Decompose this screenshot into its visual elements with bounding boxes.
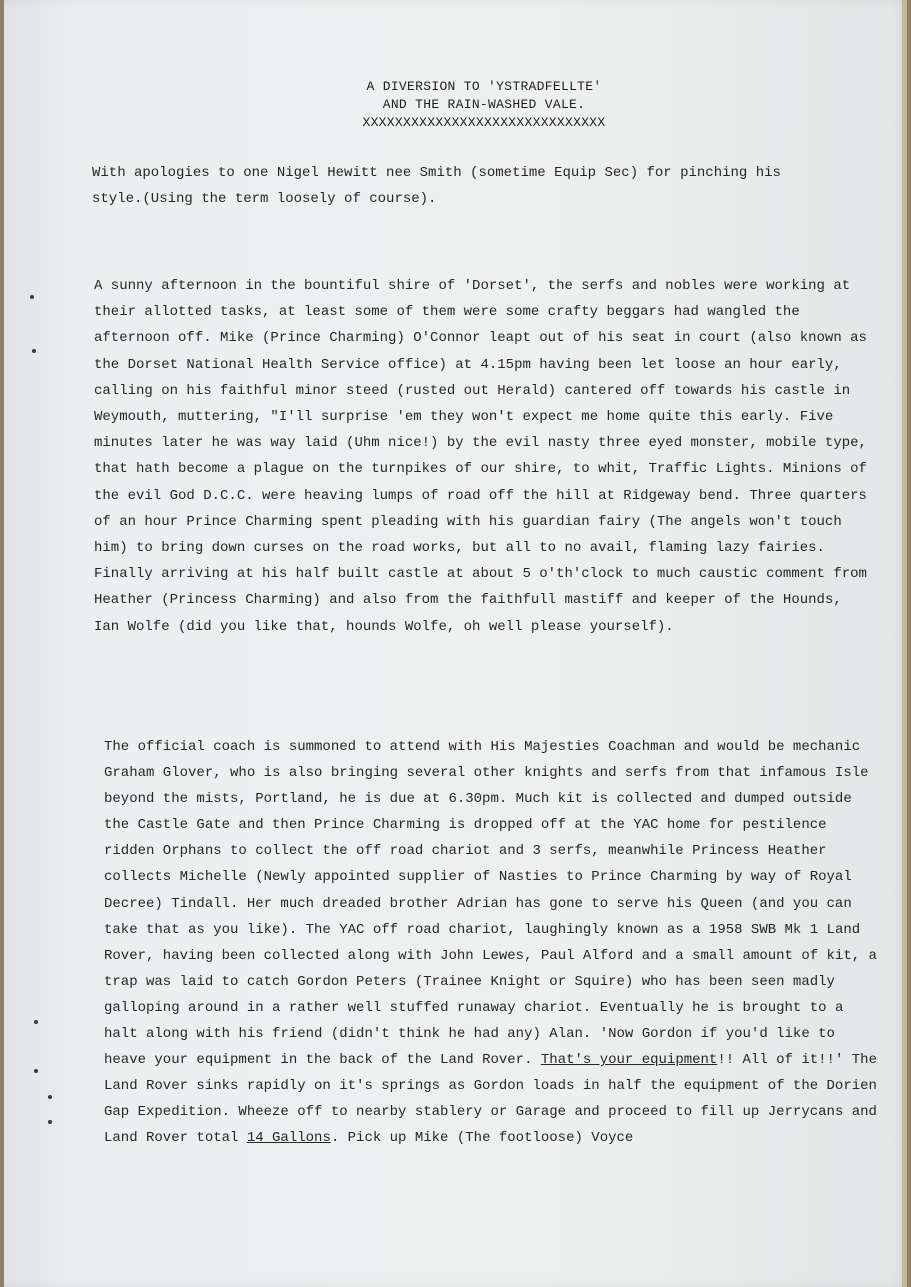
document-title xyxy=(264,78,704,132)
text-line: that infamous Isle beyond the mists, Portland, he is due at 6.30pm. Much kit is xyxy=(104,765,869,808)
punch-hole-mark xyxy=(30,295,34,299)
text-line: road chariot, laughingly known as a 1958 SWB Mk 1 Land Rover, having been collected xyxy=(104,921,861,964)
paragraph-1 xyxy=(94,273,874,640)
text-line: The Land Rover sinks rapidly on it's springs as Gordon loads in half the equipment xyxy=(104,1052,877,1095)
text-line: his friend (didn't think he had any) Alan. 'Now Gordon if you'd like to heave your xyxy=(104,1026,835,1069)
text-line: let loose an hour early, calling on his faithful minor steed (rusted out Herald) xyxy=(94,356,842,399)
text-segment: fill up Jerrycans and Land Rover total xyxy=(104,1104,877,1147)
text-line: Nasties to Prince Charming by way of Royal Decree) Tindall. Her much dreaded brother xyxy=(104,869,852,912)
text-line: keeper of the Hounds, Ian Wolfe (did you like that, hounds Wolfe, oh well please xyxy=(94,592,842,635)
text-line: Adrian has gone to serve his Queen (and you can take that as you like). The YAC off xyxy=(104,895,852,938)
underlined-text: 14 Gallons xyxy=(246,1130,331,1147)
text-line: to bring down curses on the road works, but all to no avail, flaming lazy fairies. xyxy=(136,540,825,557)
text-line: the evil nasty three eyed monster, mobile type, that hath become a plague on the xyxy=(94,435,867,478)
text-line: With apologies to one Nigel Hewitt nee Smith (sometime Equip Sec) for pinching his xyxy=(92,165,781,181)
text-line: at the YAC home for pestilence ridden Orphans to collect the off road chariot and 3 xyxy=(104,817,827,860)
title-underline: XXXXXXXXXXXXXXXXXXXXXXXXXXXXXX xyxy=(362,115,606,130)
underlined-text: That's your equipment xyxy=(540,1052,718,1069)
text-line: a rather well stuffed runaway chariot. Eventually he is brought to a halt along with xyxy=(104,999,844,1043)
punch-hole-mark xyxy=(48,1095,52,1099)
punch-hole-mark xyxy=(32,349,36,353)
title-line: AND THE RAIN-WASHED VALE. xyxy=(382,97,586,112)
text-segment: equipment in the back of the Land Rover. xyxy=(196,1052,541,1069)
sheet-edge xyxy=(902,0,907,1287)
text-line: of the Dorien Gap Expedition. Wheeze off to nearby stablery or Garage and proceed to xyxy=(104,1078,877,1121)
text-line: heaving lumps of road off the hill at Ridgeway bend. Three quarters of an hour xyxy=(94,487,867,530)
text-line: Gordon Peters (Trainee Knight or Squire) who has been seen madly galloping around in xyxy=(104,973,835,1016)
text-segment: !! All of it!!' xyxy=(717,1052,844,1069)
text-line: A sunny afternoon in the bountiful shire of 'Dorset', the serfs and nobles were xyxy=(94,278,758,294)
intro-paragraph xyxy=(92,160,872,212)
text-line xyxy=(196,1052,843,1068)
text-line: comment from Heather (Princess Charming) and also from the faithfull mastiff and xyxy=(94,566,867,609)
text-line: The official coach is summoned to attend with His Majesties Coachman and would be xyxy=(104,739,785,755)
text-line: cantered off towards his castle in Weymouth, muttering, "I'll surprise 'em they won't xyxy=(94,382,851,426)
punch-hole-mark xyxy=(48,1120,52,1124)
title-line: A DIVERSION TO 'YSTRADFELLTE' xyxy=(366,79,602,94)
text-line: Prince Charming spent pleading with his guardian fairy (The angels won't touch him) xyxy=(94,513,842,557)
text-line: working at their allotted tasks, at least some of them were some crafty beggars had xyxy=(94,278,851,321)
punch-hole-mark xyxy=(34,1069,38,1073)
text-line: style.(Using the term loosely of course). xyxy=(92,191,437,207)
text-line: along with John Lewes, Paul Alford and a small amount of kit, a trap was laid to catch xyxy=(104,947,877,990)
text-line: Finally arriving at his half built castle at about 5 o'th'clock to much caustic xyxy=(94,566,758,583)
text-line: expect me home quite this early. Five minutes later he was way laid (Uhm nice!) by xyxy=(94,409,834,452)
text-line: court (also known as the Dorset National Health Service office) at 4.15pm having been xyxy=(94,330,867,373)
text-line: collected and dumped outside the Castle Gate and then Prince Charming is dropped off xyxy=(104,791,852,834)
paper-sheet xyxy=(4,0,907,1287)
text-line: wangled the afternoon off. Mike (Prince Charming) O'Connor leapt out of his seat in xyxy=(94,304,800,347)
text-line: yourself). xyxy=(589,618,674,635)
text-line: turnpikes of our shire, to whit, Traffic Lights. Minions of the evil God D.C.C. were xyxy=(94,461,867,504)
paragraph-2 xyxy=(104,734,884,1152)
text-segment: . Pick up Mike (The footloose) Voyce xyxy=(330,1130,634,1147)
text-line: mechanic Graham Glover, who is also bringing several other knights and serfs from xyxy=(104,739,861,782)
punch-hole-mark xyxy=(34,1020,38,1024)
text-line: serfs, meanwhile Princess Heather collects Michelle (Newly appointed supplier of xyxy=(104,843,827,886)
